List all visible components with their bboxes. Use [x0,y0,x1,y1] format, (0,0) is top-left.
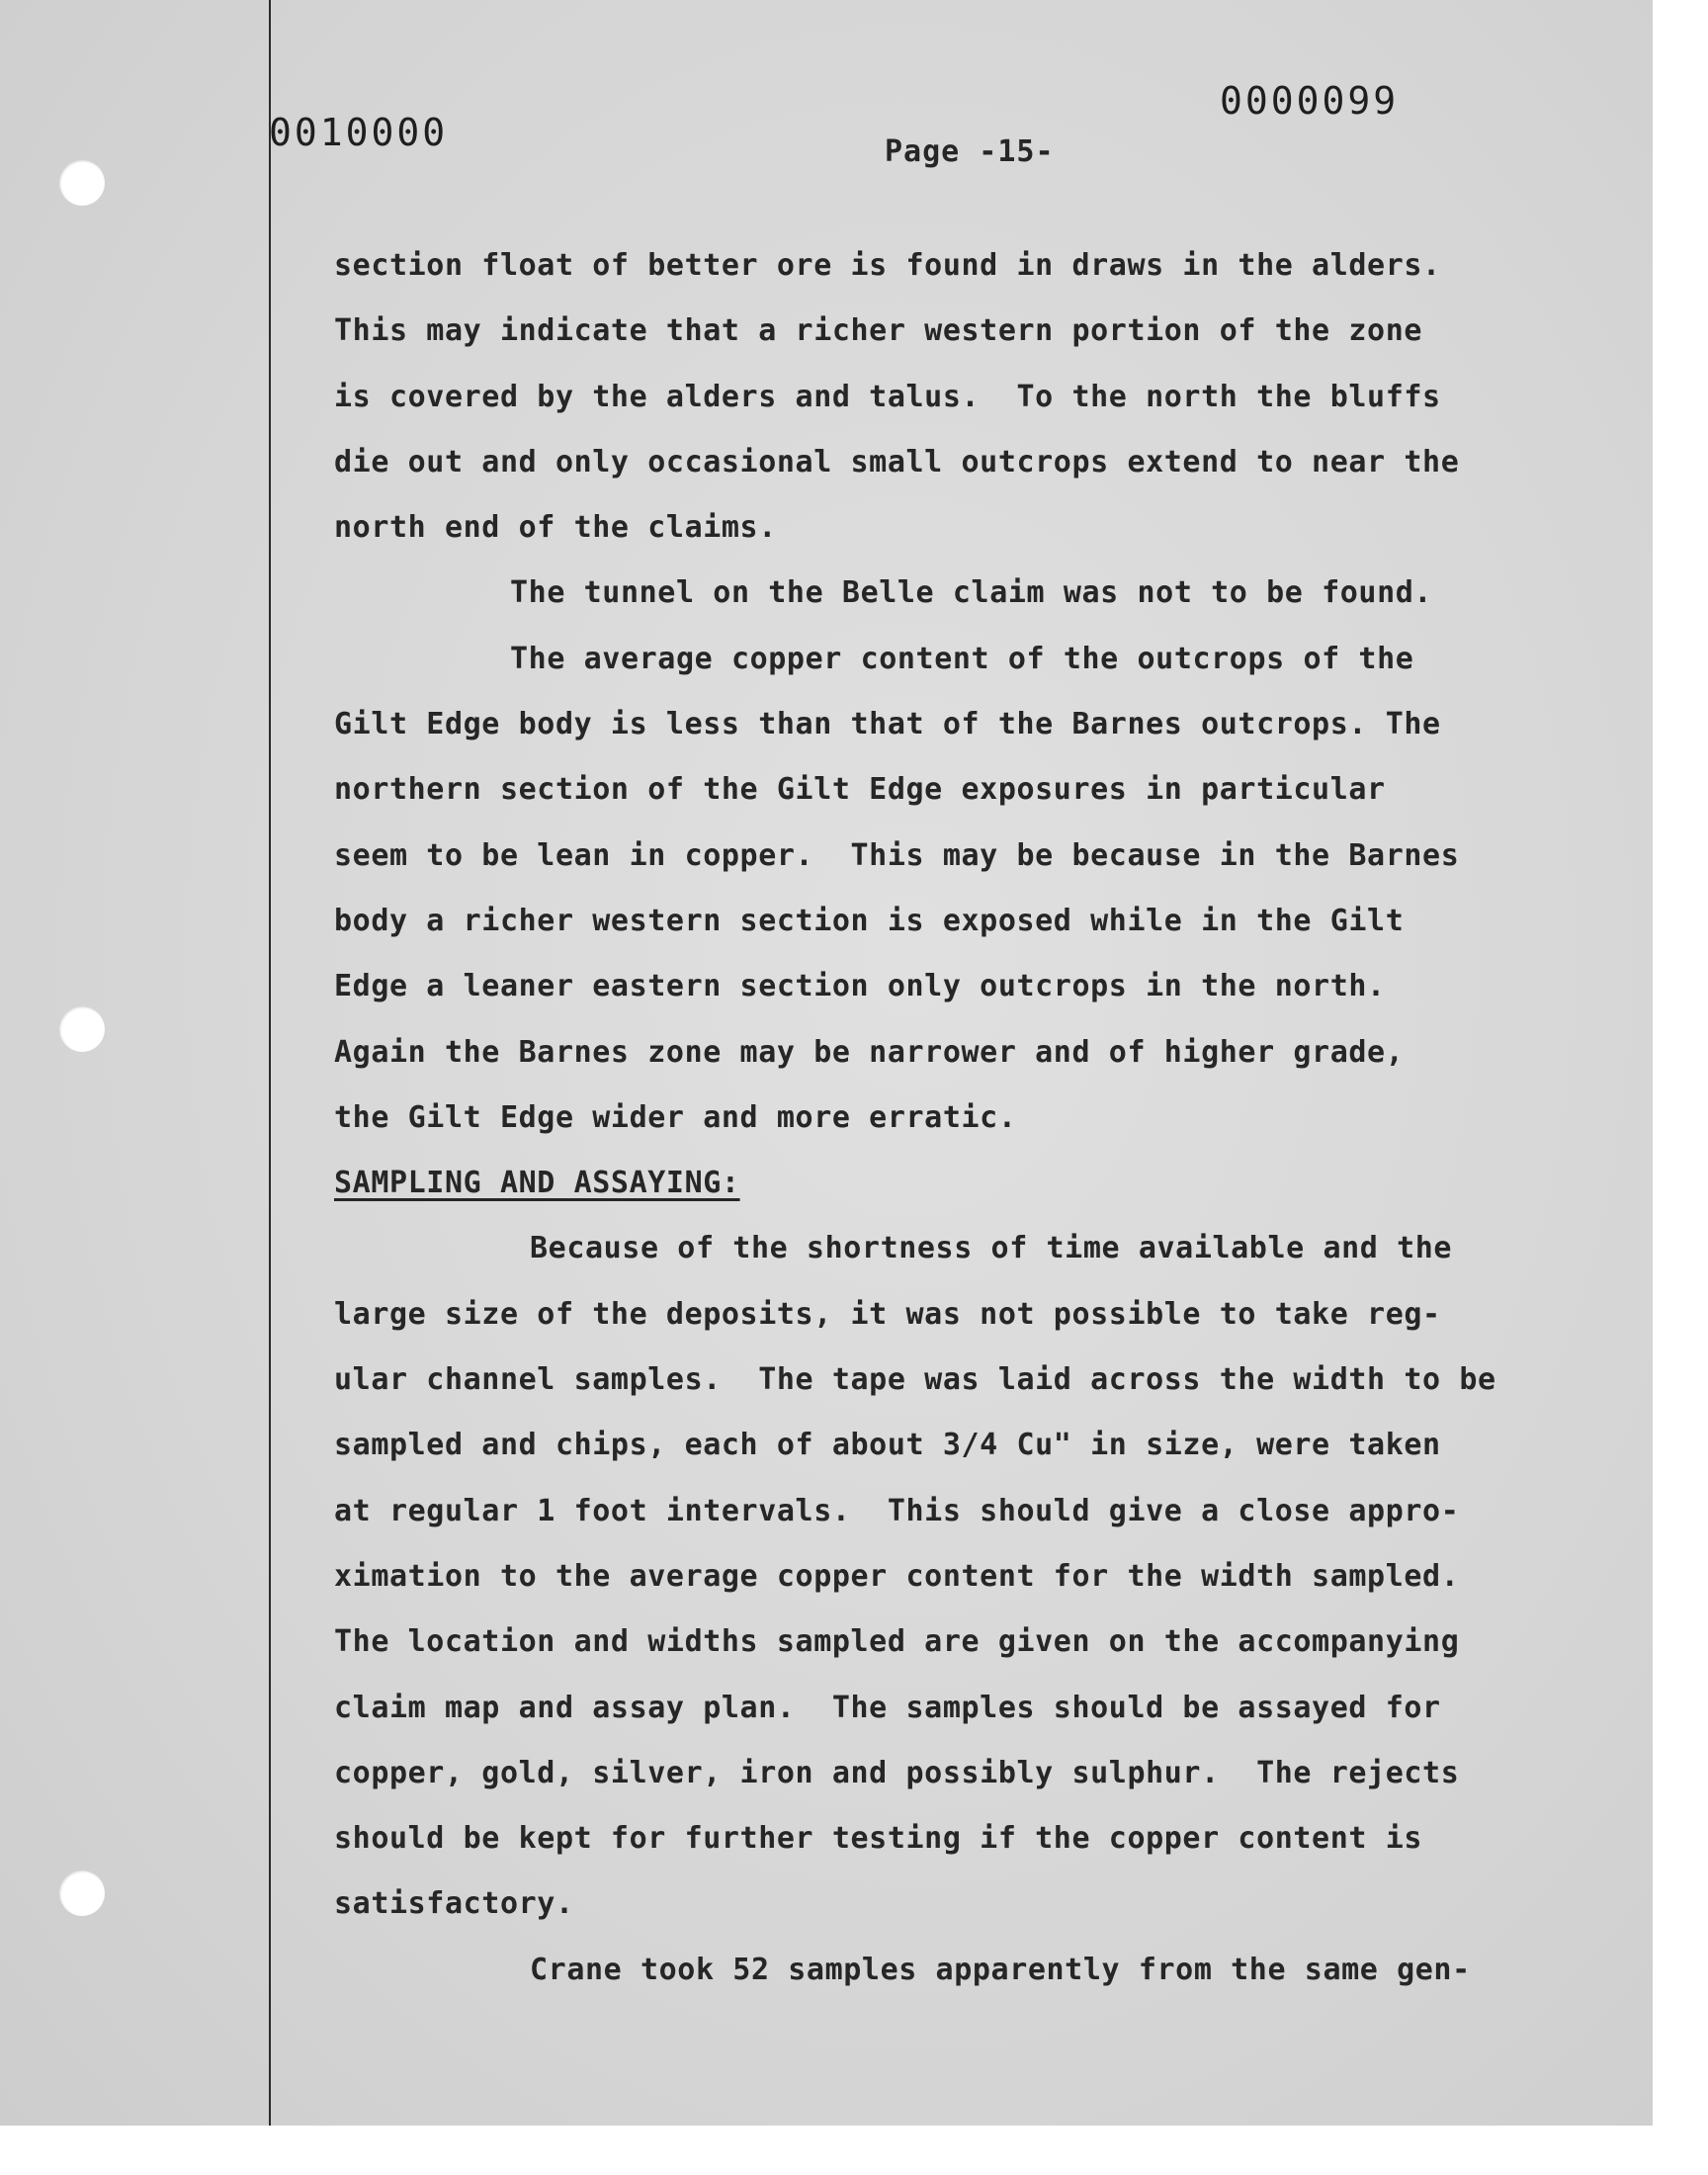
text-line: The average copper content of the outcrops of the [510,641,1414,676]
text-line: Because of the shortness of time available and the [530,1231,1453,1266]
text-line: die out and only occasional small outcrops extend to near the [334,444,1460,479]
page-number: Page -15- [885,134,1055,169]
text-line: large size of the deposits, it was not possible to take reg- [334,1296,1441,1332]
text-line: ular channel samples. The tape was laid across the width to be [334,1362,1496,1398]
text-line: Crane took 52 samples apparently from the same gen- [530,1952,1471,1987]
text-line: ximation to the average copper content for the width sampled. [334,1558,1460,1594]
text-line: The location and widths sampled are given on the accompanying [334,1624,1460,1660]
text-line: seem to be lean in copper. This may be because in the Barnes [334,837,1460,873]
text-line: Again the Barnes zone may be narrower and of higher grade, [334,1034,1405,1070]
document-number-stamp-left: 0010000 [269,111,449,154]
text-line: north end of the claims. [334,510,777,546]
punch-hole-top [59,160,105,206]
text-line: should be kept for further testing if the copper content is [334,1821,1423,1857]
text-line: section float of better ore is found in draws in the alders. [334,248,1441,283]
text-line: body a richer western section is exposed while in the Gilt [334,903,1405,938]
text-line: This may indicate that a richer western portion of the zone [334,313,1423,349]
section-heading: SAMPLING AND ASSAYING: [334,1166,740,1201]
document-number-stamp-right: 0000099 [1220,79,1400,123]
text-line: the Gilt Edge wider and more erratic. [334,1099,1017,1135]
text-line: is covered by the alders and talus. To the north the bluffs [334,379,1441,414]
text-line: northern section of the Gilt Edge exposures in particular [334,772,1386,808]
text-line: claim map and assay plan. The samples should be assayed for [334,1690,1441,1725]
punch-hole-bottom [59,1870,105,1916]
text-line: Gilt Edge body is less than that of the Barnes outcrops. The [334,707,1441,742]
punch-hole-middle [59,1006,105,1052]
text-line: satisfactory. [334,1886,574,1922]
text-line: The tunnel on the Belle claim was not to be found. [510,575,1433,611]
text-line: sampled and chips, each of about 3/4 Cu" in size, were taken [334,1428,1441,1463]
text-line: at regular 1 foot intervals. This should give a close appro- [334,1493,1460,1528]
text-line: Edge a leaner eastern section only outcrops in the north. [334,969,1386,1004]
body-text [334,233,1580,2003]
text-line: copper, gold, silver, iron and possibly sulphur. The rejects [334,1755,1460,1790]
margin-rule [269,0,271,2126]
